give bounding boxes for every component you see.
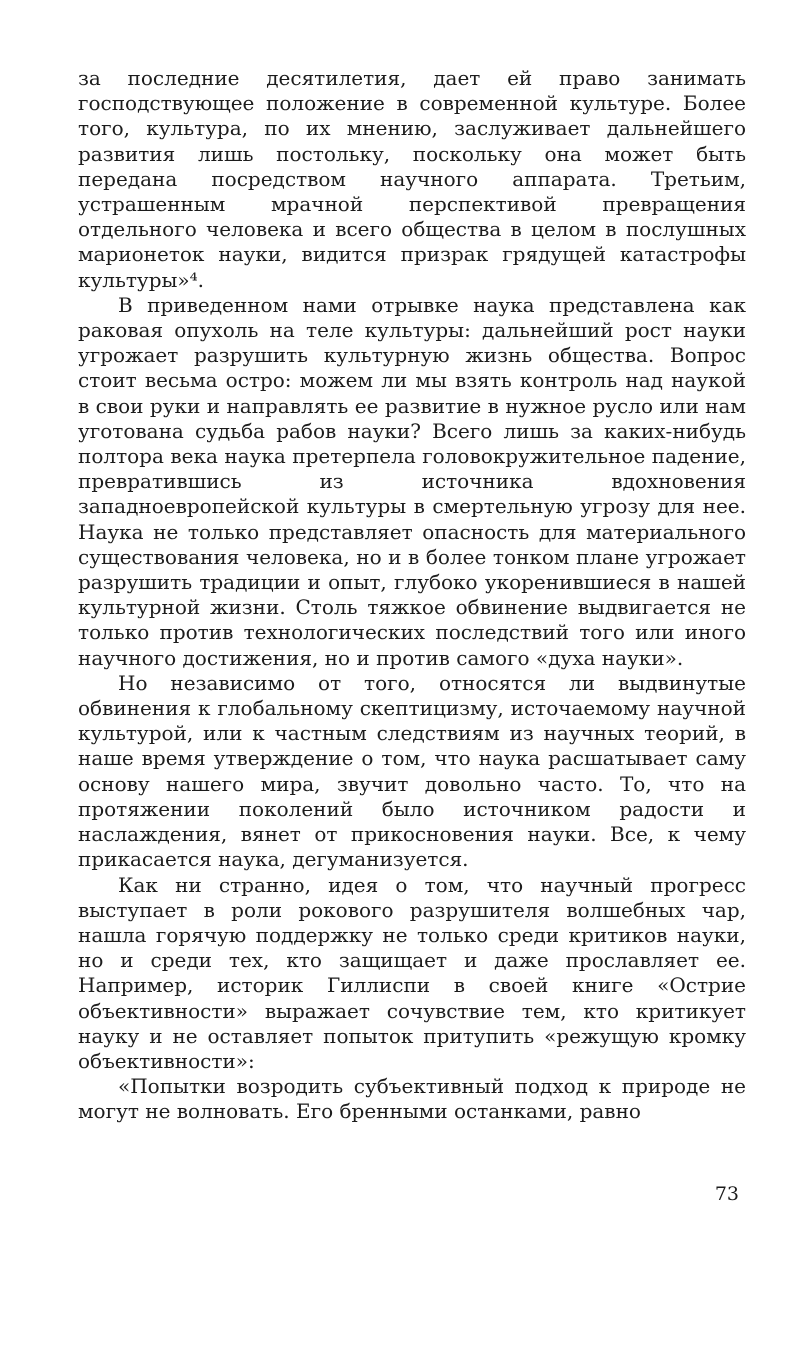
paragraph-science-undermines-world: Но независимо от того, относятся ли выдвинутые обвинения к глобальному скептицизму, источаемому научной культурой, или к частным следствиям из научных теорий, в наше время утверждение о том, что наука расшатывает саму основу нашего мира, звучит довольно часто. То, что на протяжении поколений было источником радости и наслаждения, вянет от прикосновения науки. Все, к чему прикасается наука, дегуманизуется. bbox=[78, 670, 746, 872]
paragraph-continuation: за последние десятилетия, дает ей право занимать господствующее положение в современной культуре. Более того, культура, по их мнению, заслуживает дальнейшего развития лишь постольку, поскольку она может быть передана посредством научного аппарата. Третьим, устрашенным мрачной перспективой превращения отдельного человека и всего общества в целом в послушных марионеток науки, видится призрак грядущей катастрофы культуры»⁴. bbox=[78, 66, 746, 292]
paragraph-quote-start: «Попытки возродить субъективный подход к природе не могут не волновать. Его бренными останками, равно bbox=[78, 1074, 746, 1124]
paragraph-science-as-tumor: В приведенном нами отрывке наука представлена как раковая опухоль на теле культуры: дальнейший рост науки угрожает разрушить культурную жизнь общества. Вопрос стоит весьма остро: можем ли мы взять контроль над наукой в свои руки и направлять ее развитие в нужное русло или нам уготована судьба рабов науки? Всего лишь за каких-нибудь полтора века наука претерпела головокружительное падение, превратившись из источника вдохновения западноевропейской культуры в смертельную угрозу для нее. Наука не только представляет опасность для материального существования человека, но и в более тонком плане угрожает разрушить традиции и опыт, глубоко укоренившиеся в нашей культурной жизни. Столь тяжкое обвинение выдвигается не только против технологических последствий того или иного научного достижения, но и против самого «духа науки». bbox=[78, 292, 746, 670]
paragraph-gillispie: Как ни странно, идея о том, что научный прогресс выступает в роли рокового разрушителя волшебных чар, нашла горячую поддержку не только среди критиков науки, но и среди тех, кто защищает и даже прославляет ее. Например, историк Гиллиспи в своей книге «Острие объективности» выражает сочувствие тем, кто критикует науку и не оставляет попыток притупить «режущую кромку объективности»: bbox=[78, 872, 746, 1073]
page-number: 73 bbox=[714, 1183, 739, 1205]
page-text-block bbox=[78, 66, 746, 1125]
